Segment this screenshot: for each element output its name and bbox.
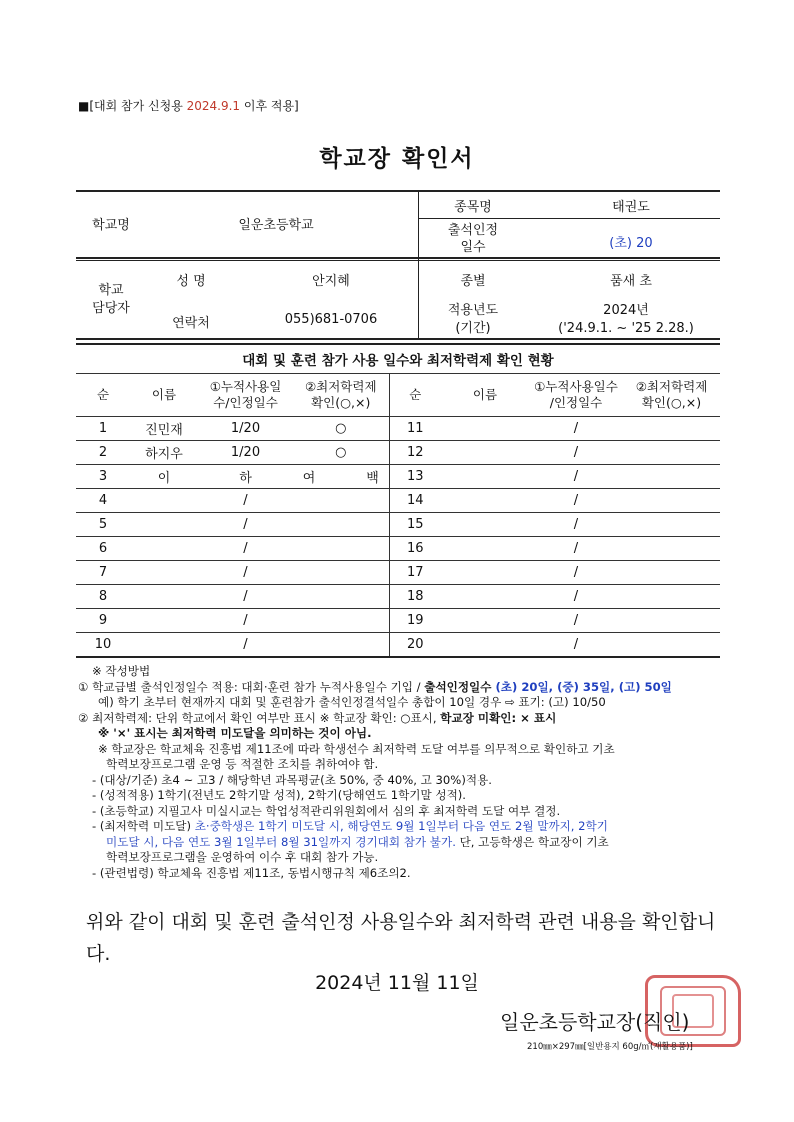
row-days: / <box>198 489 293 513</box>
blank-mark-char: 백 <box>366 471 379 486</box>
row-days: / <box>198 609 293 633</box>
category-value: 품새 초 <box>610 274 652 289</box>
row-no-right: 14 <box>389 489 441 513</box>
days-label-line1: 출석인정 <box>447 223 499 238</box>
row-acad <box>293 561 389 585</box>
document-title: 학교장 확인서 <box>319 146 475 172</box>
row-name-right <box>441 585 529 609</box>
days-label-line2: 일수 <box>460 240 486 255</box>
principal-signature: 일운초등학교장(직인) <box>500 1010 690 1034</box>
year-label-line1: 적용년도 <box>447 303 499 318</box>
row-acad: ○ <box>293 441 389 465</box>
table-row <box>76 561 720 585</box>
note-8-end: 학력보장프로그램을 운영하여 이수 후 대회 참가 가능. <box>106 850 379 864</box>
row-no-right: 20 <box>389 633 441 658</box>
issue-date: 2024년 11월 11일 <box>315 972 479 994</box>
col-acad-line1: ②최저학력제 <box>304 379 377 394</box>
col-acad-line2: 확인(○,×) <box>311 395 371 410</box>
row-days: / <box>198 513 293 537</box>
note-3: ※ '×' 표시는 최저학력 미도달을 의미하는 것이 아님. <box>98 726 372 740</box>
year-value-line1: 2024년 <box>603 303 649 318</box>
table-row <box>76 537 720 561</box>
col-name: 이름 <box>130 374 198 417</box>
row-acad-right <box>623 561 720 585</box>
confirmation-text: 위와 같이 대회 및 훈련 출석인정 사용일수와 최저학력 관련 내용을 확인합니다. <box>86 911 716 965</box>
col-days-right-line1: ①누적사용일수 <box>534 379 618 394</box>
col-days <box>198 374 293 417</box>
row-acad <box>293 609 389 633</box>
note-8-label: - (최저학력 미도달) <box>92 819 195 833</box>
row-acad-right <box>623 585 720 609</box>
row-no: 10 <box>76 633 130 658</box>
row-name <box>130 633 198 658</box>
manager-label <box>76 282 146 318</box>
row-name: 하지우 <box>130 441 198 465</box>
note-8-rest: 단, 고등학생은 학교장이 기초 <box>455 834 609 849</box>
blank-mark-char: 이 <box>130 465 198 489</box>
row-no: 7 <box>76 561 130 585</box>
row-acad-right <box>623 441 720 465</box>
table-row <box>76 609 720 633</box>
note-8-cont <box>78 835 728 851</box>
table-row <box>76 513 720 537</box>
row-days-right: / <box>529 633 623 658</box>
row-acad <box>293 585 389 609</box>
row-acad-right <box>623 417 720 441</box>
note-6: - (성적적용) 1학기(전년도 2학기말 성적), 2학기(당해연도 1학기말 성적). <box>92 788 466 802</box>
row-no-right: 18 <box>389 585 441 609</box>
row-acad <box>293 489 389 513</box>
col-days-right <box>529 374 623 417</box>
row-days-right: / <box>529 537 623 561</box>
row-no-right: 17 <box>389 561 441 585</box>
note-2-text: ② 최저학력제: 단위 학교에서 확인 여부만 표시 ※ 학교장 확인: ○표시, <box>78 710 441 725</box>
blank-mark-cell <box>293 465 389 489</box>
note-1-days: (초) 20일, (중) 35일, (고) 50일 <box>495 679 672 694</box>
col-acad-right-line1: ②최저학력제 <box>635 379 708 394</box>
col-acad-right-line2: 확인(○,×) <box>641 395 702 410</box>
row-no-right: 15 <box>389 513 441 537</box>
row-no-right: 19 <box>389 609 441 633</box>
row-no: 8 <box>76 585 130 609</box>
note-9: - (관련법령) 학교체육 진흥법 제11조, 동법시행규칙 제6조의2. <box>92 865 411 880</box>
row-acad-right <box>623 465 720 489</box>
row-acad-right <box>623 537 720 561</box>
info-block <box>76 190 720 340</box>
blank-mark-char: 여 <box>302 471 316 486</box>
row-name-right <box>441 561 529 585</box>
school-value: 일운초등학교 <box>238 218 314 233</box>
table-header-row <box>76 374 720 417</box>
instructions <box>78 664 728 881</box>
note-2 <box>78 711 728 727</box>
row-name-right <box>441 513 529 537</box>
table-row <box>76 585 720 609</box>
row-days: / <box>198 633 293 658</box>
row-days: / <box>198 561 293 585</box>
contact-label: 연락처 <box>172 316 210 331</box>
row-days-right: / <box>529 417 623 441</box>
days-label <box>418 222 528 256</box>
note-8-blue: 초·중학생은 1학기 미도달 시, 해당연도 9월 1일부터 다음 연도 2월 말까지, 2학기 <box>194 819 608 833</box>
note-1-text: ① 학교급별 출석인정일수 적용: 대회·훈련 참가 누적사용일수 기입 / <box>78 679 425 694</box>
blank-mark-char: 하 <box>198 465 293 489</box>
row-acad-right <box>623 633 720 658</box>
row-no: 3 <box>76 465 130 489</box>
row-acad-right <box>623 489 720 513</box>
table-row <box>76 489 720 513</box>
days-value: (초) 20 <box>609 236 653 251</box>
header-note-prefix: ■[대회 참가 신청용 <box>78 99 187 113</box>
paper-spec: 210㎜×297㎜[일반용지 60g/㎡(재활용품)] <box>527 1042 693 1052</box>
row-name-right <box>441 633 529 658</box>
header-note-suffix: 이후 적용] <box>240 99 299 113</box>
row-name-right <box>441 609 529 633</box>
name-value: 안지혜 <box>312 274 350 289</box>
header-note <box>78 97 299 114</box>
note-1 <box>78 680 728 696</box>
row-days: / <box>198 585 293 609</box>
row-acad <box>293 513 389 537</box>
note-1-bold: 출석인정일수 <box>424 679 496 694</box>
row-name <box>130 537 198 561</box>
row-name-right <box>441 465 529 489</box>
category-label: 종별 <box>460 274 486 289</box>
col-no: 순 <box>76 374 130 417</box>
row-no: 4 <box>76 489 130 513</box>
col-name-right: 이름 <box>441 374 529 417</box>
table-row <box>76 465 720 489</box>
year-value <box>506 302 746 338</box>
contact-value: 055)681-0706 <box>284 312 378 327</box>
row-days: 1/20 <box>198 417 293 441</box>
row-acad-right <box>623 513 720 537</box>
row-name: 진민재 <box>130 417 198 441</box>
note-2-bold: 학교장 미확인: × 표시 <box>440 710 557 725</box>
year-label-line2: (기간) <box>455 321 491 336</box>
row-acad <box>293 633 389 658</box>
col-no-right: 순 <box>389 374 441 417</box>
table-row <box>76 441 720 465</box>
col-days-line2: 수/인정일수 <box>213 395 278 410</box>
row-no: 1 <box>76 417 130 441</box>
row-no-right: 12 <box>389 441 441 465</box>
row-days: 1/20 <box>198 441 293 465</box>
col-days-right-line2: /인정일수 <box>549 395 603 410</box>
event-label: 종목명 <box>454 200 492 215</box>
row-no-right: 16 <box>389 537 441 561</box>
row-name-right <box>441 417 529 441</box>
row-name-right <box>441 441 529 465</box>
school-label: 학교명 <box>92 218 130 233</box>
usage-table <box>76 343 720 658</box>
row-no-right: 11 <box>389 417 441 441</box>
row-days-right: / <box>529 513 623 537</box>
row-days-right: / <box>529 561 623 585</box>
row-name <box>130 513 198 537</box>
row-acad: ○ <box>293 417 389 441</box>
row-name <box>130 609 198 633</box>
note-4-line1: ※ 학교장은 학교체육 진흥법 제11조에 따라 학생선수 최저학력 도달 여부를 의무적으로 확인하고 기초 <box>98 741 615 756</box>
row-name-right <box>441 489 529 513</box>
table-row <box>76 633 720 658</box>
row-days: / <box>198 537 293 561</box>
note-5: - (대상/기준) 초4 ~ 고3 / 해당학년 과목평균(초 50%, 중 40%, 고 30%)적용. <box>92 772 492 787</box>
row-days-right: / <box>529 609 623 633</box>
table-row <box>76 417 720 441</box>
note-1-example: 예) 학기 초부터 현재까지 대회 및 훈련참가 출석인정결석일수 총합이 10일 경우 ⇨ 표기: (고) 10/50 <box>98 695 606 709</box>
manager-label-line1: 학교 <box>98 283 124 298</box>
event-value: 태권도 <box>612 200 650 215</box>
row-days-right: / <box>529 585 623 609</box>
row-no: 9 <box>76 609 130 633</box>
col-days-line1: ①누적사용일 <box>209 379 282 394</box>
row-acad <box>293 537 389 561</box>
instructions-heading: ※ 작성방법 <box>92 664 151 678</box>
row-name <box>130 561 198 585</box>
note-8 <box>78 819 728 835</box>
note-4-line2: 학력보장프로그램 운영 등 적절한 조치를 취하여야 함. <box>106 757 379 771</box>
row-days-right: / <box>529 489 623 513</box>
row-no: 6 <box>76 537 130 561</box>
row-name-right <box>441 537 529 561</box>
row-no: 5 <box>76 513 130 537</box>
row-acad-right <box>623 609 720 633</box>
note-7: - (초등학교) 지필고사 미실시교는 학업성적관리위원회에서 심의 후 최저학력 도달 여부 결정. <box>92 803 561 818</box>
note-8-blue-cont: 미도달 시, 다음 연도 3월 1일부터 8월 31일까지 경기대회 참가 불가. <box>106 834 456 849</box>
year-value-line2: ('24.9.1. ~ '25 2.28.) <box>558 321 694 336</box>
row-no-right: 13 <box>389 465 441 489</box>
table-title: 대회 및 훈련 참가 사용 일수와 최저학력제 확인 현황 <box>76 344 720 374</box>
row-name <box>130 585 198 609</box>
col-acad-right <box>623 374 720 417</box>
col-acad <box>293 374 389 417</box>
manager-label-line2: 담당자 <box>92 301 130 316</box>
name-label: 성 명 <box>176 274 206 289</box>
row-days-right: / <box>529 441 623 465</box>
row-days-right: / <box>529 465 623 489</box>
header-note-date: 2024.9.1 <box>186 99 241 113</box>
row-name <box>130 489 198 513</box>
row-no: 2 <box>76 441 130 465</box>
